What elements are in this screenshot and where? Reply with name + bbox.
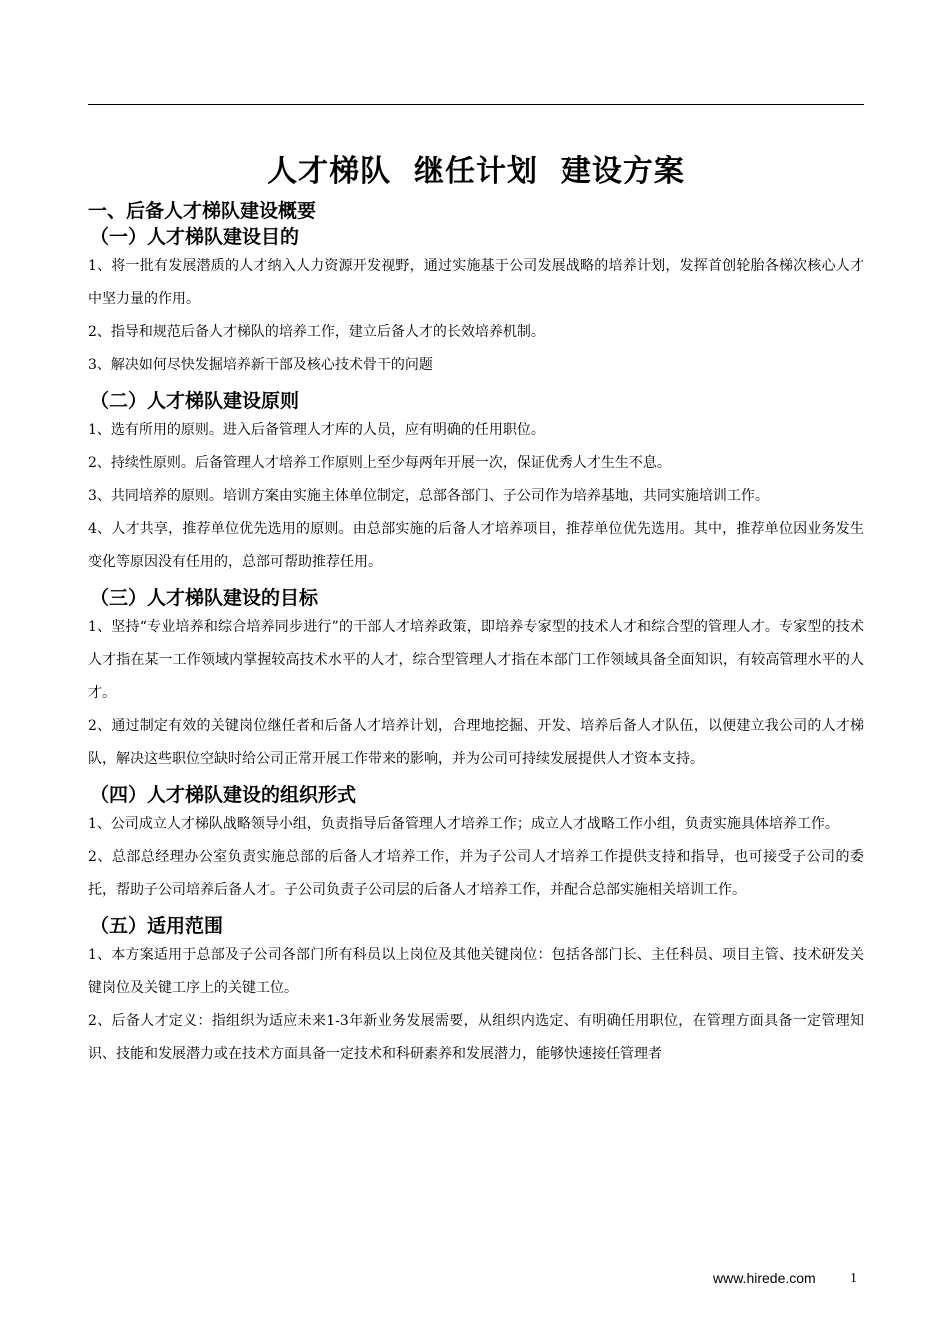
document-title: 人才梯队 继任计划 建设方案: [267, 154, 685, 189]
subsection-heading-scope: （五）适用范围: [90, 915, 224, 937]
paragraph: 2、指导和规范后备人才梯队的培养工作，建立后备人才的长效培养机制。: [88, 324, 545, 340]
subsection-heading-goals: （三）人才梯队建设的目标: [90, 587, 319, 609]
paragraph: 1、本方案适用于总部及子公司各部门所有科员以上岗位及其他关键岗位：包括各部门长、主任科员、项目主管、技术研发关键岗位及关键工序上的关键工位。: [88, 947, 864, 996]
paragraph: 2、通过制定有效的关键岗位继任者和后备人才培养计划，合理地挖掘、开发、培养后备人才队伍，以便建立我公司的人才梯队，解决这些职位空缺时给公司正常开展工作带来的影响，并为公司可持续发展提供人才资本支持。: [88, 718, 864, 767]
paragraph: 3、解决如何尽快发掘培养新干部及核心技术骨干的问题: [88, 357, 433, 373]
paragraph: 4、人才共享，推荐单位优先选用的原则。由总部实施的后备人才培养项目，推荐单位优先选用。其中，推荐单位因业务发生变化等原因没有任用的，总部可帮助推荐任用。: [88, 521, 864, 570]
document-body: [88, 198, 864, 1071]
paragraph: 1、坚持“专业培养和综合培养同步进行”的干部人才培养政策，即培养专家型的技术人才和综合型的管理人才。专家型的技术人才指在某一工作领域内掌握较高技术水平的人才，综合型管理人才指在本部门工作领域具备全面知识，有较高管理水平的人才。: [88, 619, 864, 701]
footer-url[interactable]: www.hirede.com: [713, 1270, 816, 1286]
subsection-heading-organization: （四）人才梯队建设的组织形式: [90, 784, 357, 806]
paragraph: 1、选有所用的原则。进入后备管理人才库的人员，应有明确的任用职位。: [88, 422, 545, 438]
paragraph: 1、公司成立人才梯队战略领导小组，负责指导后备管理人才培养工作；成立人才战略工作小组，负责实施具体培养工作。: [88, 816, 839, 832]
page-number: 1: [850, 1271, 857, 1286]
paragraph: 2、总部总经理办公室负责实施总部的后备人才培养工作，并为子公司人才培养工作提供支持和指导，也可接受子公司的委托，帮助子公司培养后备人才。子公司负责子公司层的后备人才培养工作，并配合总部实施相关培训工作。: [88, 849, 864, 898]
subsection-heading-principles: （二）人才梯队建设原则: [90, 390, 300, 412]
subsection-heading-purpose: （一）人才梯队建设目的: [90, 226, 300, 248]
paragraph: 1、将一批有发展潜质的人才纳入人力资源开发视野，通过实施基于公司发展战略的培养计划，发挥首创轮胎各梯次核心人才中坚力量的作用。: [88, 258, 864, 307]
paragraph: 2、持续性原则。后备管理人才培养工作原则上至少每两年开展一次，保证优秀人才生生不息。: [88, 455, 671, 471]
section-heading: 一、后备人才梯队建设概要: [88, 200, 317, 222]
paragraph: 3、共同培养的原则。培训方案由实施主体单位制定，总部各部门、子公司作为培养基地，共同实施培训工作。: [88, 488, 769, 504]
paragraph: 2、后备人才定义：指组织为适应未来1-3年新业务发展需要，从组织内选定、有明确任用职位，在管理方面具备一定管理知识、技能和发展潜力或在技术方面具备一定技术和科研素养和发展潜力，能够快速接任管理者: [88, 1013, 864, 1062]
header-rule: [88, 104, 864, 105]
